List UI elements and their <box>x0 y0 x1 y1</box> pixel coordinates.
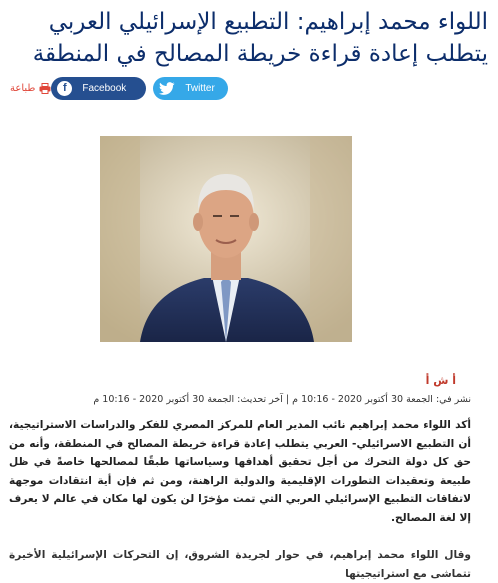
printer-icon <box>39 83 51 94</box>
share-bar <box>6 76 235 100</box>
facebook-share-label: Facebook <box>82 82 127 94</box>
updated-date: آخر تحديث: الجمعة 30 أكتوبر 2020 - 10:16 م <box>93 394 283 405</box>
article-title: اللواء محمد إبراهيم: التطبيع الإسرائيلي العربي يتطلب إعادة قراءة خريطة المصالح في المنطقة <box>32 9 488 67</box>
facebook-icon: f <box>57 81 72 96</box>
portrait-image <box>100 136 352 342</box>
article-author: أ ش أ <box>425 374 456 387</box>
article-paragraph: وقال اللواء محمد إبراهيم، في حوار لجريدة الشروق، إن التحركات الإسرائيلية الأخيرة تتماشى مع استراتيجيتها <box>9 549 471 580</box>
twitter-share-button[interactable] <box>153 77 228 100</box>
meta-separator: | <box>285 394 290 405</box>
facebook-share-button[interactable] <box>51 77 146 100</box>
print-link[interactable] <box>10 83 51 94</box>
article-meta <box>93 394 471 405</box>
twitter-icon <box>159 80 175 96</box>
published-date: نشر في: الجمعة 30 أكتوبر 2020 - 10:16 م <box>292 394 471 405</box>
print-label: طباعة <box>10 82 36 94</box>
article-photo <box>100 136 352 342</box>
twitter-share-label: Twitter <box>185 82 215 94</box>
article-paragraph: أكد اللواء محمد إبراهيم نائب المدير العام للمركز المصري للفكر والدراسات الاستراتيجية، أن التطبيع الاسرائيلي- العربي يتطلب إعادة قراءة خريطة المصالح في المنطقة، وأنه من حق كل دولة التحرك من أجل تحقيق أهدافها وسياساتها طبقًا لمصالحها خاصةً في ظل طبيعة وتعقيدات التطورات الإقليمية والدولية الراهنة، ومن ثم فإن أية انتقادات موجهة لاتفاقات التطبيع الإسرائيلي العربي التي تمت مؤخرًا لن يكون لها مكان في عالم لا يعرف إلا لغة المصالح. <box>9 419 471 524</box>
